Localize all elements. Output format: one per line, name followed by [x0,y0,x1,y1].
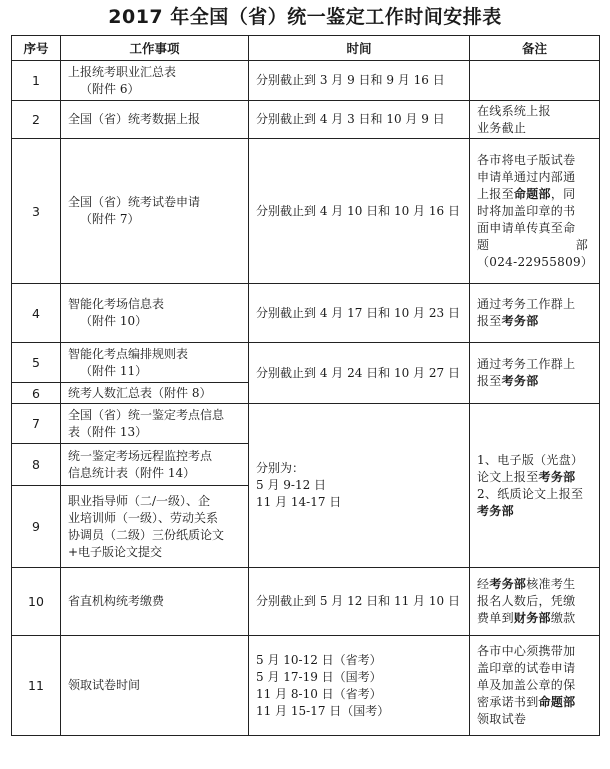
dept-name: 考务部 [477,503,514,518]
note-text: 密承诺书到 [477,695,539,709]
note-line: 时将加盖印章的书 [477,203,576,218]
time-line: 5 月 9-12 日 [256,478,327,492]
note-text: 报至 [477,374,502,388]
note-text: 报至 [477,314,502,328]
item-line: 业培训师（一级）、劳动关系 [68,510,219,525]
row-item [61,61,249,101]
note-line [477,576,592,593]
row-seq: 6 [12,383,61,404]
row-seq: 8 [12,444,61,486]
row-time: 分别截止到 4 月 3 日和 10 月 9 日 [249,101,470,139]
note-line [477,503,592,520]
note-text: 题 [477,237,490,252]
time-line: 5 月 10-12 日（省考） [256,652,382,667]
table-row [12,284,600,343]
note-line [477,373,592,390]
note-line [477,186,592,203]
row-seq: 2 [12,101,61,139]
fax-number: （024-22955809） [477,254,594,269]
note-text: 缴款 [550,611,576,625]
row-note [470,343,600,404]
row-item: 领取试卷时间 [61,636,249,736]
dept-name: 考务部 [538,469,576,484]
row-time: 分别截止到 4 月 24 日和 10 月 27 日 [249,343,470,404]
row-item: 全国（省）统考数据上报 [61,101,249,139]
row-item [61,284,249,343]
row-item [61,486,249,568]
dept-name: 命题部 [538,695,576,709]
row-seq: 1 [12,61,61,101]
row-note [470,139,600,284]
table-row [12,101,600,139]
note-line: 各市将电子版试卷 [477,152,576,167]
row-item [61,404,249,444]
note-line: 通过考务工作群上 [477,297,576,311]
header-item: 工作事项 [61,36,249,61]
row-seq: 4 [12,284,61,343]
item-line: （附件 6） [80,81,140,96]
note-line: 业务截止 [477,120,527,135]
note-line: 领取试卷 [477,712,527,726]
row-item [61,444,249,486]
row-note [470,568,600,636]
note-text: ，同 [550,186,576,201]
row-seq: 9 [12,486,61,568]
note-line [477,237,592,254]
item-line: 智能化考点编排规则表 [68,346,189,361]
table-row [12,404,600,444]
row-time: 分别截止到 5 月 12 日和 11 月 10 日 [249,568,470,636]
row-note [470,61,600,101]
dept-name: 命题部 [513,186,551,201]
row-seq: 11 [12,636,61,736]
header-row [12,36,600,61]
note-line: 盖印章的试卷申请 [477,661,576,675]
item-line: 智能化考场信息表 [68,297,165,311]
item-line: （附件 10） [80,314,148,328]
note-line [477,313,592,330]
note-text: 上报至 [477,186,514,201]
note-line: 2、纸质论文上报至 [477,486,584,501]
note-text: 核准考生 [526,577,576,591]
schedule-table [11,35,600,736]
dept-name: 财务部 [513,611,551,625]
row-time [249,636,470,736]
row-item: 省直机构统考缴费 [61,568,249,636]
table-row [12,61,600,101]
item-line: （附件 7） [80,212,140,226]
row-time [249,404,470,568]
note-line [477,694,592,711]
table-row [12,343,600,383]
table-row [12,568,600,636]
item-line: +电子版论文提交 [68,544,163,559]
row-seq: 10 [12,568,61,636]
item-line: 协调员（二级）三份纸质论文 [68,527,225,542]
dept-name: 考务部 [501,314,539,328]
row-seq: 7 [12,404,61,444]
row-time: 分别截止到 3 月 9 日和 9 月 16 日 [249,61,470,101]
header-note: 备注 [470,36,600,61]
row-time: 分别截止到 4 月 10 日和 10 月 16 日 [249,139,470,284]
time-line: 11 月 15-17 日（国考） [256,703,390,718]
row-item [61,139,249,284]
time-line: 5 月 17-19 日（国考） [256,669,382,684]
header-seq: 序号 [12,36,61,61]
note-line [477,610,592,627]
item-line: （附件 11） [80,363,148,378]
table-row [12,139,600,284]
page-title: 2017 年全国（省）统一鉴定工作时间安排表 [108,6,502,28]
item-line: 统一鉴定考场远程监控考点 [68,448,213,463]
row-seq: 3 [12,139,61,284]
item-line: 全国（省）统一鉴定考点信息 [68,407,225,422]
note-text: 费单到 [477,611,514,625]
item-line: 表（附件 13） [68,424,148,439]
note-text: 经 [477,577,490,591]
note-line: 1、电子版（光盘） [477,452,584,467]
time-line: 11 月 14-17 日 [256,495,342,509]
note-line: 在线系统上报 [477,103,551,118]
note-line: 面申请单传真至命 [477,220,576,235]
note-line: 单及加盖公章的保 [477,678,576,692]
item-line: 全国（省）统考试卷申请 [68,195,201,209]
row-seq: 5 [12,343,61,383]
row-note [470,284,600,343]
row-item: 统考人数汇总表（附件 8） [61,383,249,404]
note-line: 通过考务工作群上 [477,357,576,371]
note-text: 部 [575,237,588,252]
time-line: 分别为： [256,461,305,475]
row-time: 分别截止到 4 月 17 日和 10 月 23 日 [249,284,470,343]
table-row [12,636,600,736]
item-line: 信息统计表（附件 14） [68,465,196,480]
note-line: 申请单通过内部通 [477,169,576,184]
header-time: 时间 [249,36,470,61]
time-line: 11 月 8-10 日（省考） [256,686,382,701]
dept-name: 考务部 [501,374,539,388]
note-line [477,469,592,486]
row-note [470,636,600,736]
note-line: 各市中心须携带加 [477,644,576,658]
item-line: 职业指导师（二/一级）、企 [68,493,211,508]
note-line: 报名人数后，凭缴 [477,594,576,608]
dept-name: 考务部 [489,577,527,591]
item-line: 上报统考职业汇总表 [68,64,177,79]
note-text: 论文上报至 [477,469,539,484]
row-item [61,343,249,383]
row-note [470,404,600,568]
row-note [470,101,600,139]
